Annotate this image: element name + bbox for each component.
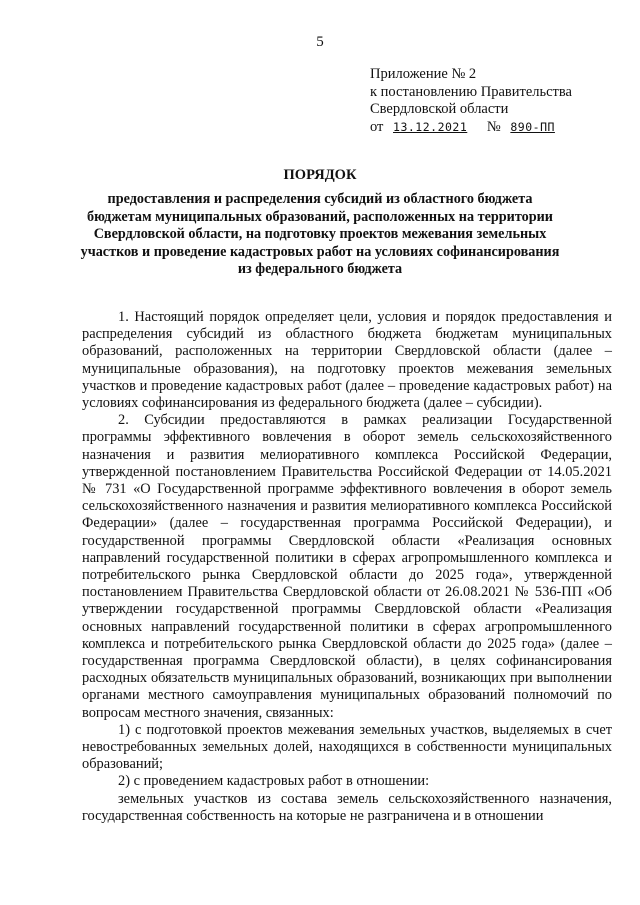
paragraph-2-item-2-detail: земельных участков из состава земель сельскохозяйственного назначения, государственная собственность на которые не разграничена и в отношении [82, 790, 612, 824]
document-title: ПОРЯДОК [283, 167, 357, 183]
resolution-number: 890-ПП [510, 119, 555, 134]
paragraph-1: 1. Настоящий порядок определяет цели, условия и порядок предоставления и распределения субсидий из областного бюджета бюджетам муниципальных образований, расположенных на территории Свердловской области (далее – муниципальные образования), на подготовку проектов межевания земельных участков и проведение кадастровых работ (далее – проведение кадастровых работ) на условиях софинансирования из федерального бюджета (далее – субсидии). [82, 309, 612, 412]
appendix-date-line [370, 119, 572, 137]
from-label: от [370, 118, 384, 135]
document-body [82, 309, 612, 825]
resolution-date: 13.12.2021 [393, 119, 468, 134]
appendix-line-1: Приложение № 2 [370, 66, 477, 82]
paragraph-2-item-2: 2) с проведением кадастровых работ в отношении: [118, 773, 430, 790]
page-number: 5 [316, 34, 324, 50]
appendix-header [370, 66, 572, 136]
document-subtitle: предоставления и распределения субсидий из областного бюджета бюджетам муниципальных образований, расположенных на территории Свердловской области, на подготовку проектов межевания земельных участков и проведение кадастровых работ на условиях софинансирования из федерального бюджета [80, 191, 560, 277]
paragraph-2-item-1: 1) с подготовкой проектов межевания земельных участков, выделяемых в счет невостребованных земельных долей, находящихся в собственности муниципальных образований; [82, 721, 612, 773]
appendix-line-3: Свердловской области [370, 101, 509, 117]
appendix-line-2: к постановлению Правительства [370, 83, 572, 100]
number-label: № [486, 118, 501, 135]
paragraph-2: 2. Субсидии предоставляются в рамках реализации Государственной программы эффективного вовлечения в оборот земель сельскохозяйственного назначения и развития мелиоративного комплекса Российской Федерации, утвержденной постановлением Правительства Российской Федерации от 14.05.2021 № 731 «О Государственной программе эффективного вовлечения в оборот земель сельскохозяйственного назначения и развития мелиоративного комплекса Российской Федерации» (далее – государственная программа Российской Федерации), и государственной программы Свердловской области «Реализация основных направлений государственной политики в сферах агропромышленного комплекса и потребительского рынка Свердловской области до 2025 года», утвержденной постановлением Правительства Свердловской области от 26.08.2021 № 536-ПП «Об утверждении государственной программы Свердловской области «Реализация основных направлений государственной политики в сферах агропромышленного комплекса и потребительского рынка Свердловской области до 2025 года» (далее – государственная программа Свердловской области), в целях софинансирования расходных обязательств муниципальных образований, возникающих при выполнении органами местного самоуправления муниципальных образований полномочий по вопросам местного значения, связанных: [82, 412, 612, 721]
